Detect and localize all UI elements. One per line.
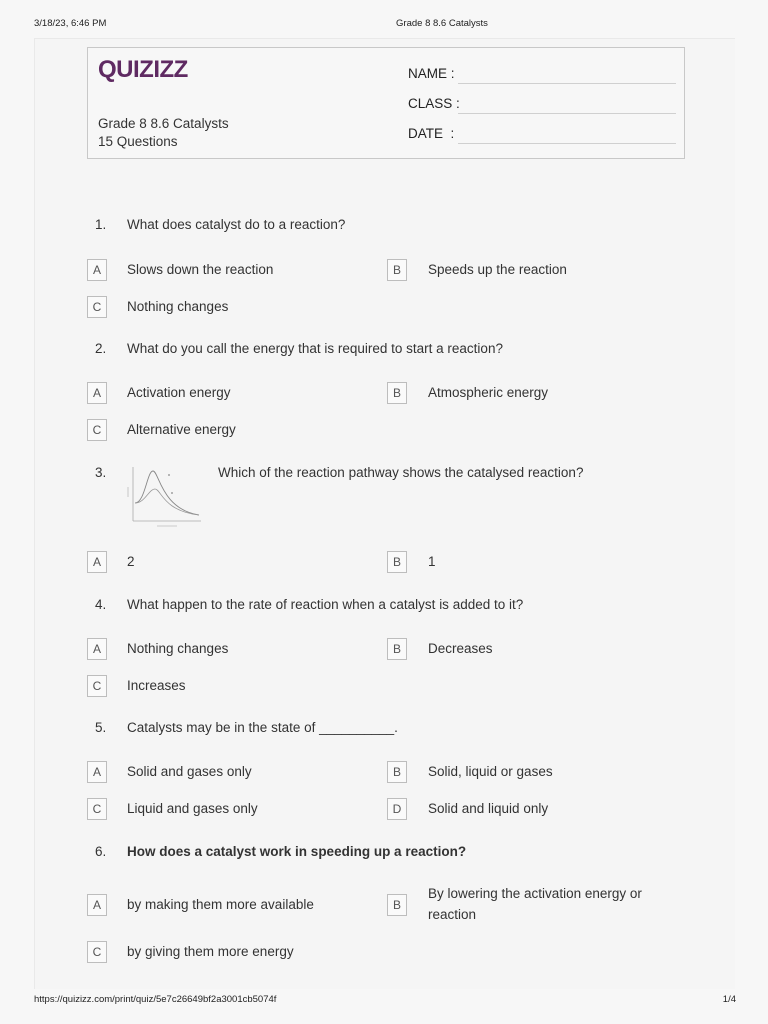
- question-text: Which of the reaction pathway shows the catalysed reaction?: [218, 465, 584, 480]
- option-text: By lowering the activation energy or reaction: [428, 886, 642, 922]
- option-text: Increases: [127, 678, 186, 693]
- option-letter-box: B: [387, 894, 407, 916]
- option-letter-box: A: [87, 551, 107, 573]
- question-text: How does a catalyst work in speeding up a reaction?: [127, 844, 467, 859]
- question-number: 6.: [95, 844, 107, 859]
- option-letter-box: C: [87, 941, 107, 963]
- option-text: Nothing changes: [127, 641, 229, 656]
- option-text: by making them more available: [127, 897, 314, 912]
- question-text: What happen to the rate of reaction when a catalyst is added to it?: [127, 597, 524, 612]
- question-number: 3.: [95, 465, 107, 480]
- reaction-pathway-graph-image: [127, 463, 205, 529]
- option-letter-box: A: [87, 894, 107, 916]
- option-text: Liquid and gases only: [127, 801, 258, 816]
- print-datetime: 3/18/23, 6:46 PM: [34, 18, 107, 29]
- question-number: 5.: [95, 720, 107, 735]
- print-url: https://quizizz.com/print/quiz/5e7c26649bf2a3001cb5074f: [34, 994, 277, 1005]
- question-text: What do you call the energy that is required to start a reaction?: [127, 341, 503, 356]
- date-line: [458, 143, 676, 144]
- quizizz-logo: QUIZIZZ: [98, 56, 188, 83]
- option-text: Alternative energy: [127, 422, 236, 437]
- date-label: DATE :: [408, 126, 455, 141]
- option-letter-box: B: [387, 551, 407, 573]
- option-letter-box: B: [387, 638, 407, 660]
- quiz-header-box: [87, 47, 685, 159]
- option-letter-box: C: [87, 296, 107, 318]
- option-letter-box: B: [387, 382, 407, 404]
- option-text: Slows down the reaction: [127, 262, 274, 277]
- option-text: by giving them more energy: [127, 944, 294, 959]
- option-text: Solid and gases only: [127, 764, 252, 779]
- quiz-title: Grade 8 8.6 Catalysts: [98, 116, 229, 131]
- option-letter-box: B: [387, 761, 407, 783]
- quiz-page: [34, 38, 735, 989]
- option-letter-box: C: [87, 419, 107, 441]
- option-text: Speeds up the reaction: [428, 262, 567, 277]
- print-title: Grade 8 8.6 Catalysts: [396, 18, 488, 29]
- option-text: Activation energy: [127, 385, 231, 400]
- question-text: Catalysts may be in the state of __________.: [127, 720, 398, 735]
- name-line: [458, 83, 676, 84]
- option-letter-box: C: [87, 675, 107, 697]
- option-text: 1: [428, 554, 436, 569]
- option-letter-box: A: [87, 761, 107, 783]
- page-number: 1/4: [722, 994, 736, 1005]
- option-text: Solid, liquid or gases: [428, 764, 553, 779]
- option-letter-box: A: [87, 259, 107, 281]
- option-letter-box: D: [387, 798, 407, 820]
- option-letter-box: A: [87, 638, 107, 660]
- class-line: [458, 113, 676, 114]
- question-count: 15 Questions: [98, 134, 178, 149]
- option-text: Atmospheric energy: [428, 385, 549, 400]
- option-letter-box: C: [87, 798, 107, 820]
- class-label: CLASS :: [408, 96, 460, 111]
- option-letter-box: B: [387, 259, 407, 281]
- question-number: 2.: [95, 341, 107, 356]
- name-label: NAME :: [408, 66, 455, 81]
- print-footer: [0, 994, 768, 1008]
- option-text: Solid and liquid only: [428, 801, 549, 816]
- print-header: [0, 18, 768, 32]
- option-text: 2: [127, 554, 135, 569]
- question-text: What does catalyst do to a reaction?: [127, 217, 346, 232]
- option-text: Decreases: [428, 641, 493, 656]
- option-letter-box: A: [87, 382, 107, 404]
- question-number: 1.: [95, 217, 107, 232]
- question-number: 4.: [95, 597, 107, 612]
- option-text: Nothing changes: [127, 299, 229, 314]
